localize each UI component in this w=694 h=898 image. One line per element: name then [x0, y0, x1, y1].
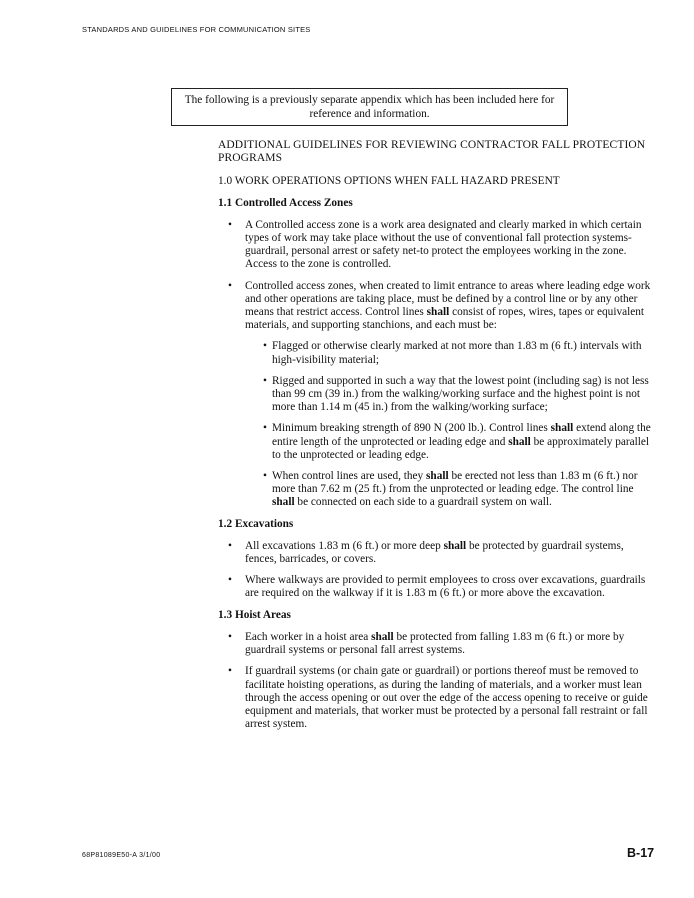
list-item-text: Where walkways are provided to permit employees to cross over excavations, guardrails are required on the walkway if it is 1.83 m (6 ft.) or more above the excavation. — [245, 574, 646, 600]
emphasis-shall: shall — [371, 630, 394, 643]
list-item — [218, 631, 654, 657]
list-item-text: If guardrail systems (or chain gate or guardrail) or portions thereof must be removed to facilitate hoisting operations, as during the landing of materials, and a worker must lean through the access opening or out over the edge of the access opening to receive or guide equipment and materials, that worker must be protected by a personal fall restraint or fall arrest system. — [245, 665, 648, 731]
list-item-text: consist of ropes, wires, tapes or equivalent materials, and supporting stanchions, and each must be: — [245, 306, 645, 332]
sub-list-item-text: be connected on each side to a guardrail system on wall. — [294, 496, 552, 509]
sub-list-item — [245, 340, 654, 366]
sub-list-item-text: Minimum breaking strength of 890 N (200 lb.). Control lines — [272, 422, 551, 435]
document-body — [218, 139, 654, 739]
excavations-list — [218, 540, 654, 601]
list-item-text: be protected by guardrail systems, fences, barricades, or covers. — [245, 539, 624, 566]
subsection-heading-1-1: 1.1 Controlled Access Zones — [218, 196, 353, 209]
page-number: B-17 — [627, 846, 655, 860]
list-item-text: All excavations 1.83 m (6 ft.) or more deep — [245, 539, 444, 552]
sub-list-item — [245, 375, 654, 415]
list-item — [218, 574, 654, 600]
emphasis-shall: shall — [550, 422, 574, 435]
list-item — [218, 219, 654, 272]
sub-list-item-text: Flagged or otherwise clearly marked at not more than 1.83 m (6 ft.) intervals with high-visibility material; — [272, 340, 642, 366]
subsection-heading-1-3: 1.3 Hoist Areas — [218, 608, 291, 621]
appendix-note-text: The following is a previously separate appendix which has been included here for reference and information. — [184, 94, 555, 120]
list-item-text: A Controlled access zone is a work area designated and clearly marked in which certain types of work may take place without the use of conventional fall protection systems-guardrail, personal arrest or safety net-to protect the employees working in the zone. Access to the zone is controlled. — [245, 218, 642, 271]
sub-list-item-text: be erected not less than 1.83 m (6 ft.) nor more than 7.62 m (25 ft.) from the unprotected or leading edge. The control line — [272, 470, 638, 496]
sub-list-item — [245, 470, 654, 510]
emphasis-shall: shall — [426, 470, 449, 483]
sub-list-item-text: extend along the entire length of the unprotected or leading edge and — [272, 422, 651, 448]
emphasis-shall: shall — [508, 435, 531, 448]
list-item-text: Each worker in a hoist area — [245, 630, 372, 643]
emphasis-shall: shall — [272, 496, 295, 509]
emphasis-shall: shall — [426, 306, 450, 319]
running-header: STANDARDS AND GUIDELINES FOR COMMUNICATION SITES — [82, 25, 311, 34]
sub-list-item-text: be approximately parallel to the unprotected or leading edge. — [272, 435, 650, 461]
controlled-access-list — [218, 219, 654, 510]
list-item — [218, 665, 654, 731]
hoist-areas-list — [218, 631, 654, 731]
document-title: ADDITIONAL GUIDELINES FOR REVIEWING CONTRACTOR FALL PROTECTION PROGRAMS — [218, 139, 646, 165]
sub-list-item — [245, 422, 654, 462]
subsection-heading-1-2: 1.2 Excavations — [218, 517, 294, 530]
sub-list-item-text: When control lines are used, they — [272, 470, 427, 483]
sub-list-item-text: Rigged and supported in such a way that the lowest point (including sag) is not less than 99 cm (39 in.) from the walking/working surface and the highest point is not more than 1.14 m (45 in.) from the walking/working surface; — [272, 374, 649, 414]
list-item — [218, 280, 654, 510]
emphasis-shall: shall — [443, 539, 467, 552]
list-item-text: Controlled access zones, when created to limit entrance to areas where leading edge work and other operations are taking place, must be defined by a control line or by any other means that restrict access. Control lines — [245, 279, 651, 319]
section-heading-1-0: 1.0 WORK OPERATIONS OPTIONS WHEN FALL HAZARD PRESENT — [218, 175, 560, 188]
footer-document-code: 68P81089E50-A 3/1/00 — [82, 852, 161, 859]
list-item — [218, 540, 654, 566]
list-item-text: be protected from falling 1.83 m (6 ft.) or more by guardrail systems or personal fall arrest systems. — [245, 630, 625, 657]
appendix-note-box — [171, 88, 568, 126]
control-line-requirements — [245, 340, 654, 509]
